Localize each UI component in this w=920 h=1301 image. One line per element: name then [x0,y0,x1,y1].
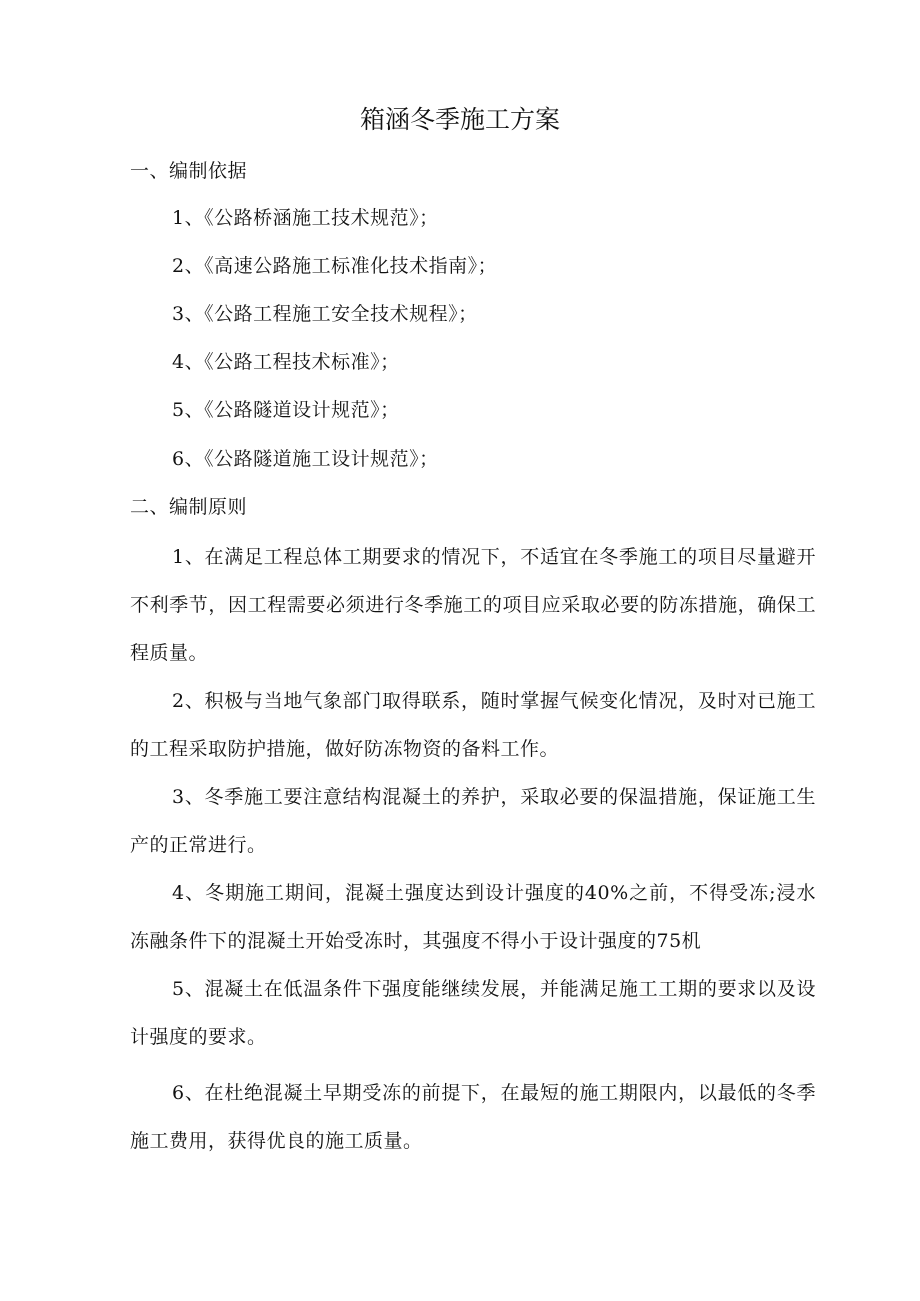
reference-item: 4、《公路工程技术标准》； [172,351,400,373]
principle-paragraph: 2、积极与当地气象部门取得联系，随时掌握气候变化情况，及时对已施工的工程采取防护措施，做好防冻物资的备料工作。 [130,690,816,760]
principle-paragraph: 5、混凝土在低温条件下强度能继续发展，并能满足施工工期的要求以及设计强度的要求。 [130,978,816,1048]
reference-item: 1、《公路桥涵施工技术规范》； [172,207,439,229]
principle-paragraph: 4、冬期施工期间，混凝土强度达到设计强度的40%之前，不得受冻;浸水冻融条件下的混凝土开始受冻时，其强度不得小于设计强度的75机 [130,882,816,952]
principle-paragraph: 1、在满足工程总体工期要求的情况下，不适宜在冬季施工的项目尽量避开不利季节，因工程需要必须进行冬季施工的项目应采取必要的防冻措施，确保工程质量。 [130,546,816,664]
reference-item: 5、《公路隧道设计规范》； [172,399,400,421]
section-heading-basis: 一、编制依据 [130,160,248,182]
document-title: 箱涵冬季施工方案 [359,105,560,134]
reference-item: 3、《公路工程施工安全技术规程》； [172,303,478,325]
principle-paragraph: 6、在杜绝混凝土早期受冻的前提下，在最短的施工期限内，以最低的冬季施工费用，获得优良的施工质量。 [130,1082,816,1152]
reference-item: 2、《高速公路施工标准化技术指南》； [172,255,498,277]
principle-paragraph: 3、冬季施工要注意结构混凝土的养护，采取必要的保温措施，保证施工生产的正常进行。 [130,786,816,856]
reference-item: 6、《公路隧道施工设计规范》； [172,448,439,470]
section-heading-principles: 二、编制原则 [130,496,248,518]
